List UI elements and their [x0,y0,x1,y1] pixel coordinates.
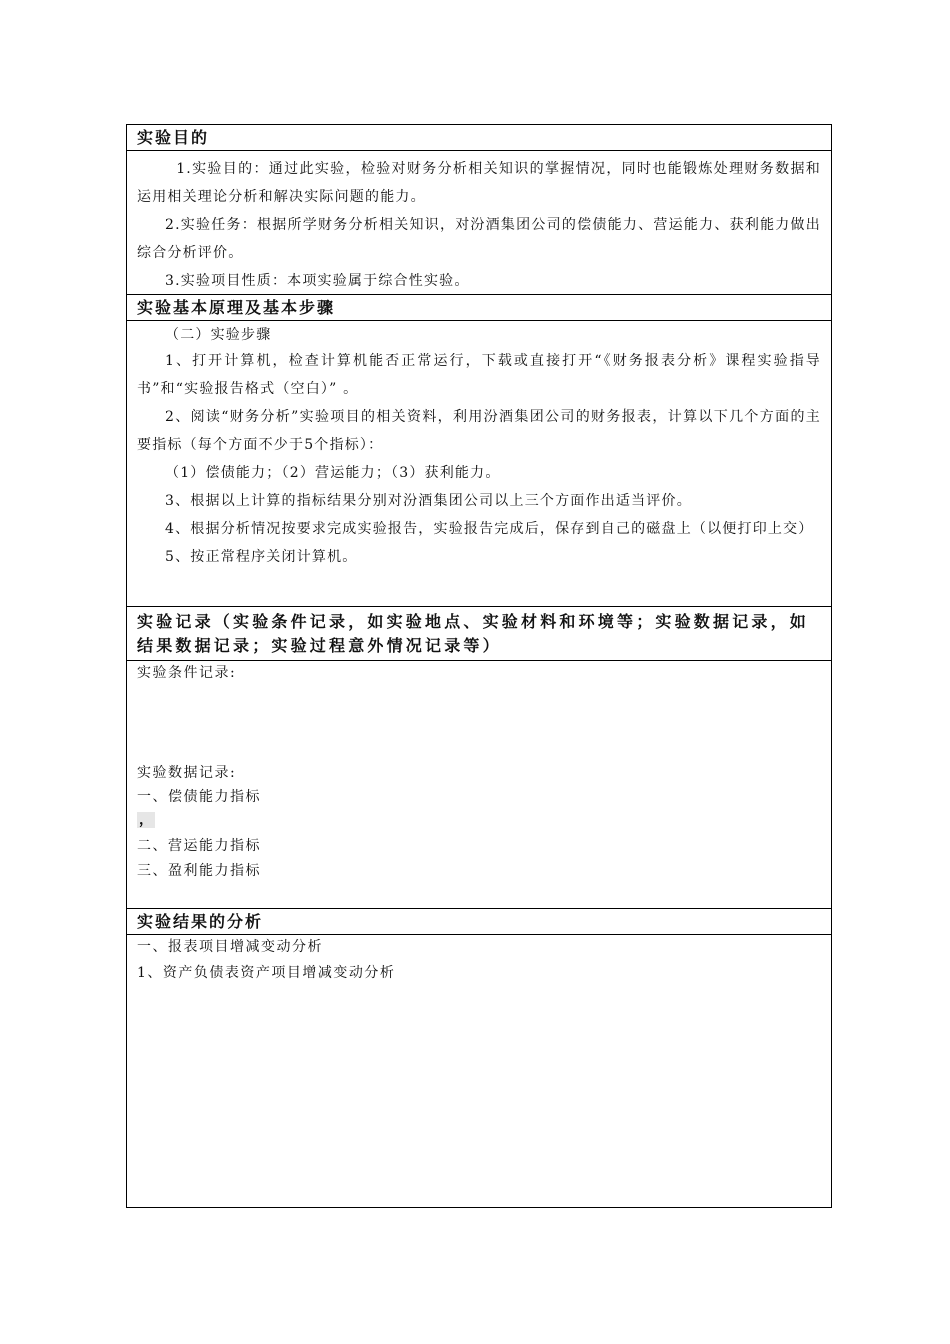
section-body-analysis [127,935,831,1207]
analysis-item-1-1: 1、资产负债表资产项目增减变动分析 [137,965,396,981]
step-3: 3、根据以上计算的指标结果分别对汾酒集团公司以上三个方面作出适当评价。 [165,493,692,509]
record-mark: ， [139,812,153,828]
purpose-paragraph-2: 2.实验任务：根据所学财务分析相关知识，对汾酒集团公司的偿债能力、营运能力、获利能力做出综合分析评价。 [137,217,821,261]
step-2: 2、阅读“财务分析”实验项目的相关资料，利用汾酒集团公司的财务报表，计算以下几个方面的主要指标（每个方面不少于5个指标）： [137,409,821,453]
section-body-principle [127,321,831,607]
conditions-label: 实验条件记录: [137,665,237,681]
section-body-purpose [127,151,831,295]
section-header-analysis [127,909,831,935]
section-header-principle [127,295,831,321]
record-item-profit: 三、盈利能力指标 [137,863,261,879]
step-4: 4、根据分析情况按要求完成实验报告，实验报告完成后，保存到自己的磁盘上（以便打印上交） [165,521,814,537]
section-header-record-text: 实验记录（实验条件记录，如实验地点、实验材料和环境等；实验数据记录，如结果数据记录；实验过程意外情况记录等） [137,612,810,655]
section-header-record [127,607,831,661]
step-1: 1、打开计算机，检查计算机能否正常运行，下载或直接打开“《财务报表分析》课程实验指导书”和“实验报告格式（空白）” 。 [137,353,821,397]
section-header-analysis-text: 实验结果的分析 [137,912,264,931]
record-item-solvency: 一、偿债能力指标 [137,789,261,805]
report-table [126,124,832,1208]
step-5: 5、按正常程序关闭计算机。 [165,549,358,565]
steps-title: （二）实验步骤 [165,327,272,343]
step-2-items: （1）偿债能力；（2）营运能力；（3）获利能力。 [165,465,501,481]
purpose-paragraph-3: 3.实验项目性质：本项实验属于综合性实验。 [165,273,470,289]
section-header-principle-text: 实验基本原理及基本步骤 [137,298,336,317]
data-record-label: 实验数据记录: [137,765,237,781]
section-body-record [127,661,831,909]
section-header-purpose-text: 实验目的 [137,128,210,147]
analysis-item-1: 一、报表项目增减变动分析 [137,939,323,955]
record-item-operation: 二、营运能力指标 [137,838,261,854]
purpose-paragraph-1: 1.实验目的：通过此实验，检验对财务分析相关知识的掌握情况，同时也能锻炼处理财务数据和运用相关理论分析和解决实际问题的能力。 [137,161,821,205]
section-header-purpose [127,125,831,151]
